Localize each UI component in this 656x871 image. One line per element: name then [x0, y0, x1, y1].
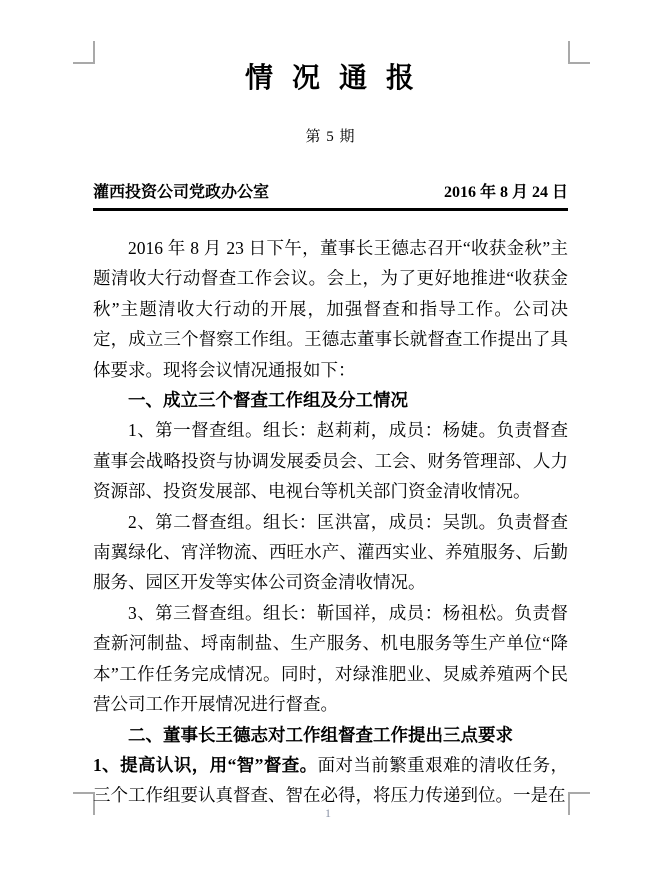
- paragraph-group-1: 1、第一督查组。组长：赵莉莉，成员：杨婕。负责督查董事会战略投资与协调发展委员会、工会、财务管理部、人力资源部、投资发展部、电视台等机关部门资金清收情况。: [93, 420, 568, 502]
- masthead: [93, 183, 568, 211]
- margin-crop-mark-top-right: [568, 41, 590, 64]
- margin-crop-mark-top-left: [73, 41, 95, 64]
- text-area: [93, 62, 568, 811]
- paragraph-group-3: 3、第三督查组。组长：靳国祥，成员：杨祖松。负责督查新河制盐、埒南制盐、生产服务、机电服务等生产单位“降本”工作任务完成情况。同时，对绿淮肥业、炅威养殖两个民营公司工作开展情况进行督查。: [93, 602, 568, 715]
- issue-number: 第 5 期: [305, 129, 356, 145]
- requirement-1-text: 面对当前繁重艰难的清收任务，三个工作组要认真督查、智在必得，将压力传递到位。一是在: [93, 754, 569, 806]
- section-heading-2: 二、董事长王德志对工作组督查工作提出三点要求: [128, 724, 513, 745]
- paragraph-requirement-1: [93, 750, 568, 811]
- document-body: [93, 233, 568, 811]
- masthead-date: 2016 年 8 月 24 日: [443, 184, 568, 201]
- paragraph-group-2: 2、第二督查组。组长：匡洪富，成员：吴凯。负责督查南翼绿化、宵洋物流、西旺水产、灌西实业、养殖服务、后勤服务、园区开发等实体公司资金清收情况。: [93, 511, 568, 593]
- masthead-organization: 灌西投资公司党政办公室: [93, 184, 270, 201]
- paragraph-intro: 2016 年 8 月 23 日下午，董事长王德志召开“收获金秋”主题清收大行动督查工作会议。会上，为了更好地推进“收获金秋”主题清收大行动的开展，加强督查和指导工作。公司决定，成立三个督察工作组。王德志董事长就督查工作提出了具体要求。现将会议情况通报如下：: [93, 238, 568, 380]
- section-heading-1: 一、成立三个督查工作组及分工情况: [128, 390, 408, 411]
- page-number: 1: [325, 806, 331, 820]
- document-title: 情 况 通 报: [244, 63, 416, 94]
- requirement-1-lead: 1、提高认识，用“智”督查。: [93, 754, 318, 775]
